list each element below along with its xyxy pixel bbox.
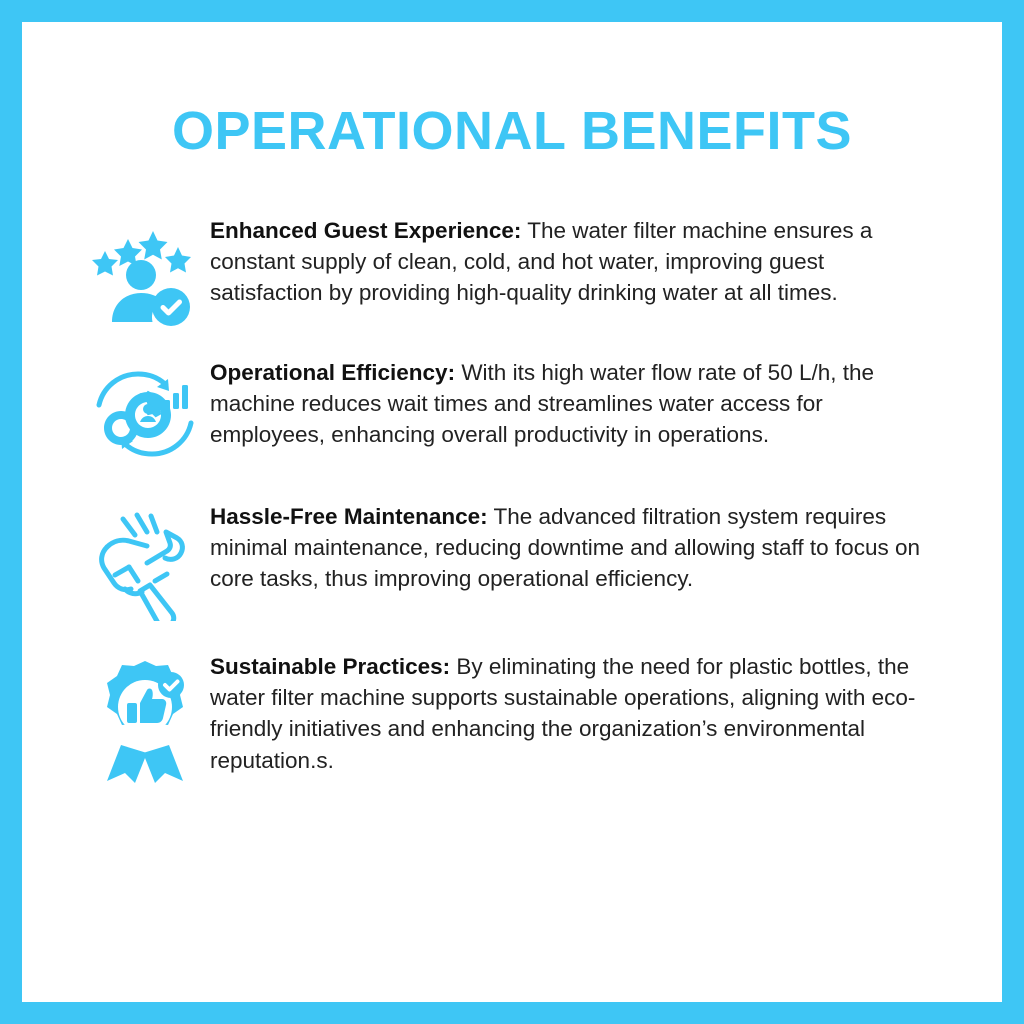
- slide-canvas: [22, 22, 1002, 1002]
- benefits-list: [22, 213, 1002, 783]
- list-item-text: [210, 499, 940, 594]
- list-item-body: By eliminating the need for plastic bottles, the water filter machine supports sustainable operations, aligning with eco-friendly initiatives and enhancing the organization’s environmental reputation.s.: [210, 654, 916, 773]
- list-item-lead: Sustainable Practices:: [210, 654, 451, 680]
- guest-rating-icon: [80, 213, 210, 327]
- list-item-text: [210, 355, 940, 450]
- gears-productivity-icon: [80, 355, 210, 471]
- list-item-body: With its high water flow rate of 50 L/h, the machine reduces wait times and streamlines water access for employees, enhancing overall productivity in operations.: [210, 360, 875, 448]
- list-item-text: [210, 213, 940, 308]
- list-item: [80, 499, 940, 621]
- list-item-body: The water filter machine ensures a constant supply of clean, cold, and hot water, improving guest satisfaction by providing high-quality drinking water at all times.: [210, 218, 873, 306]
- list-item-lead: Operational Efficiency:: [210, 360, 456, 386]
- list-item: [80, 649, 940, 783]
- list-item: [80, 355, 940, 471]
- list-item: [80, 213, 940, 327]
- list-item-body: The advanced filtration system requires minimal maintenance, reducing downtime and allowing staff to focus on core tasks, thus improving operational efficiency.: [210, 504, 920, 592]
- list-item-text: [210, 649, 940, 775]
- list-item-lead: Enhanced Guest Experience:: [210, 218, 522, 244]
- list-item-lead: Hassle-Free Maintenance:: [210, 504, 488, 530]
- page-title: OPERATIONAL BENEFITS: [171, 101, 853, 161]
- wrench-maintenance-icon: [80, 499, 210, 621]
- award-thumbs-up-icon: [80, 649, 210, 783]
